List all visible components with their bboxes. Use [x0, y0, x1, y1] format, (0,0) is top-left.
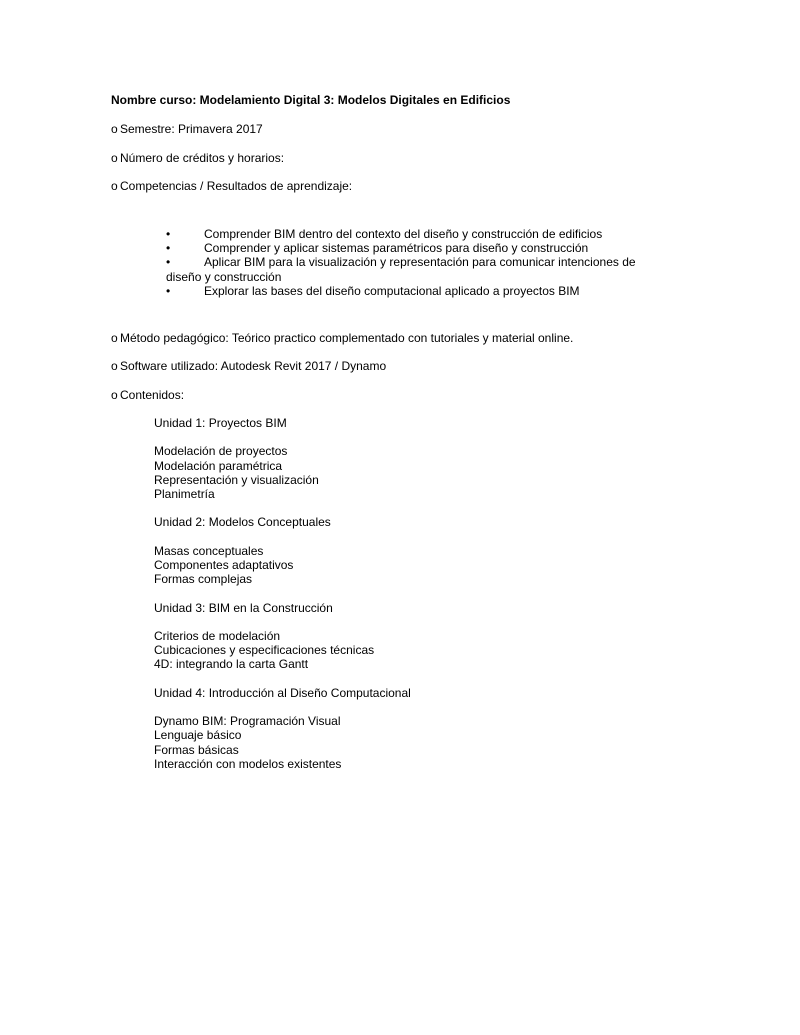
method-text: Método pedagógico: Teórico practico complementado con tutoriales y material online. [120, 331, 574, 345]
method-line [111, 331, 573, 345]
software-text: Software utilizado: Autodesk Revit 2017 / Dynamo [120, 359, 387, 373]
topic-item: Interacción con modelos existentes [154, 756, 342, 771]
topic-item: Modelación paramétrica [154, 458, 283, 473]
unit-topics [154, 444, 554, 501]
topic-item: Masas conceptuales [154, 543, 264, 558]
competencies-heading: Competencias / Resultados de aprendizaje: [120, 179, 353, 193]
topic-item: Dynamo BIM: Programación Visual [154, 714, 341, 729]
unit-topics [154, 544, 554, 587]
topic-item: Modelación de proyectos [154, 444, 288, 459]
topic-item: 4D: integrando la carta Gantt [154, 657, 309, 672]
competency-item [166, 284, 666, 298]
bullet-icon: • [166, 283, 171, 298]
topic-item: Criterios de modelación [154, 628, 281, 643]
unit-title: Unidad 2: Modelos Conceptuales [154, 515, 331, 530]
competencies-heading-line [111, 179, 352, 193]
list-marker: o [111, 359, 118, 373]
competencies-list [166, 227, 666, 298]
list-marker: o [111, 388, 118, 402]
bullet-icon: • [166, 255, 171, 270]
unit-title: Unidad 1: Proyectos BIM [154, 416, 287, 430]
topic-item: Planimetría [154, 487, 215, 501]
bullet-icon: • [166, 241, 171, 256]
semester-line [111, 122, 263, 136]
competency-text: Explorar las bases del diseño computacional aplicado a proyectos BIM [204, 283, 580, 298]
list-marker: o [111, 331, 118, 345]
topic-item: Formas complejas [154, 572, 253, 587]
topic-item: Componentes adaptativos [154, 557, 294, 572]
list-marker: o [111, 179, 118, 193]
list-marker: o [111, 122, 118, 136]
bullet-icon: • [166, 227, 171, 241]
competency-item [166, 255, 666, 283]
topic-item: Lenguaje básico [154, 728, 242, 743]
unit-title: Unidad 3: BIM en la Construcción [154, 600, 333, 615]
topic-item: Formas básicas [154, 742, 239, 757]
unit-title: Unidad 4: Introducción al Diseño Computacional [154, 685, 411, 700]
competency-text: Aplicar BIM para la visualización y representación para comunicar intenciones de diseño y construcción [166, 255, 636, 284]
competency-item [166, 227, 666, 241]
contents-section [154, 416, 554, 785]
competency-text: Comprender y aplicar sistemas paramétricos para diseño y construcción [204, 241, 589, 256]
credits-line [111, 151, 284, 165]
semester-text: Semestre: Primavera 2017 [120, 122, 263, 136]
topic-item: Cubicaciones y especificaciones técnicas [154, 643, 375, 658]
software-line [111, 359, 386, 373]
credits-text: Número de créditos y horarios: [120, 151, 285, 165]
list-marker: o [111, 151, 118, 165]
competency-text: Comprender BIM dentro del contexto del diseño y construcción de edificios [204, 227, 603, 241]
unit-topics [154, 714, 554, 771]
topic-item: Representación y visualización [154, 472, 319, 487]
course-title: Nombre curso: Modelamiento Digital 3: Modelos Digitales en Edificios [111, 93, 511, 107]
unit-topics [154, 629, 554, 672]
competency-item [166, 241, 666, 255]
contents-heading: Contenidos: [120, 388, 185, 402]
contents-heading-line [111, 388, 184, 402]
